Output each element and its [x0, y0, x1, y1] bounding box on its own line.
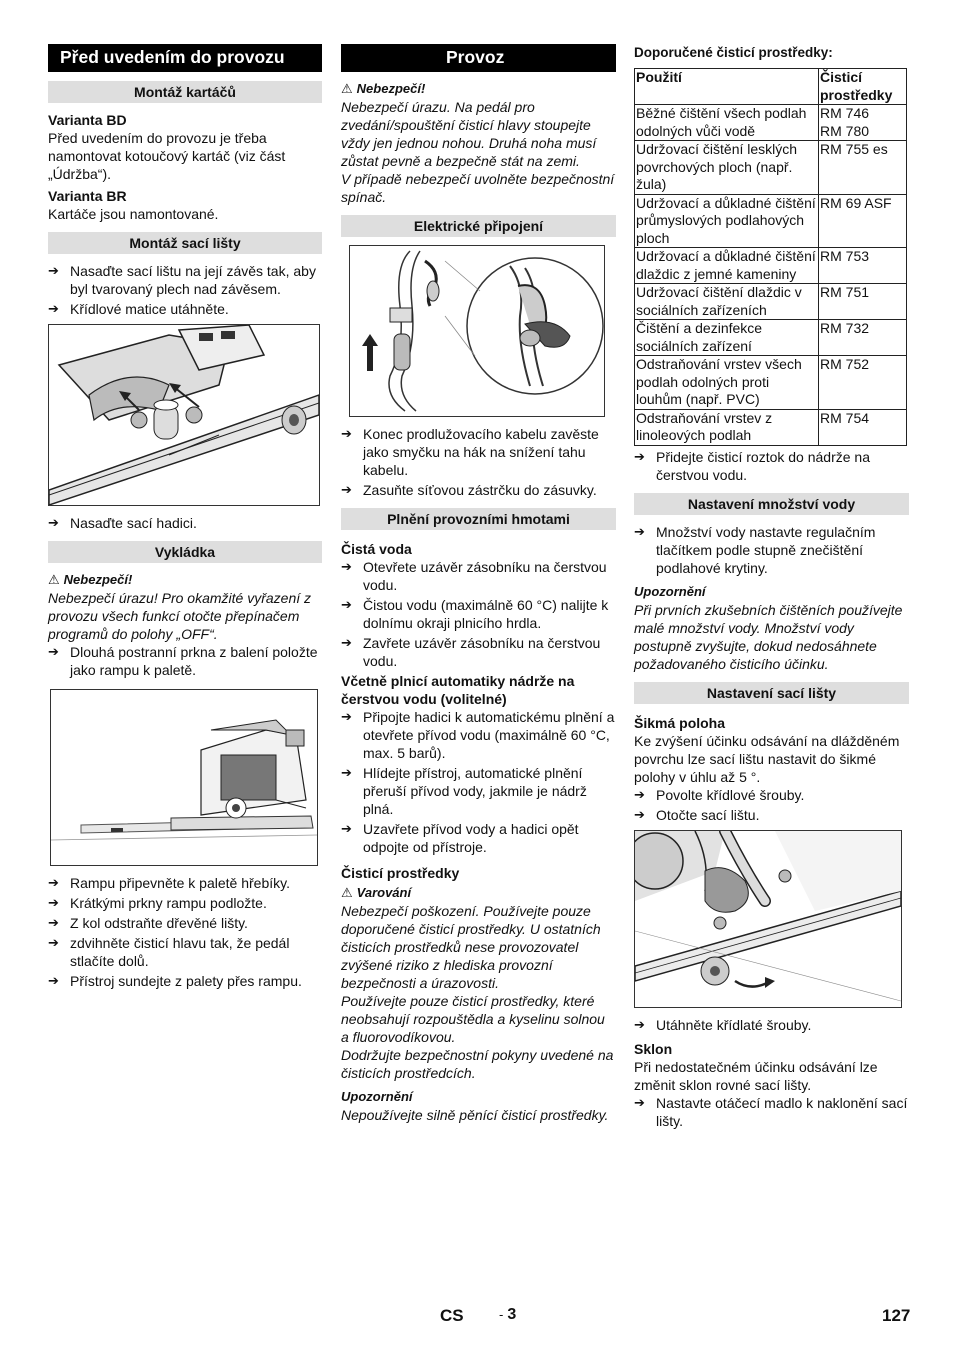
table-header-row — [635, 69, 907, 105]
slant-label: Šikmá poloha — [634, 714, 726, 731]
step-item: ➔ Konec prodlužovacího kabelu zavěste jako smyčku na hák na snížení tahu kabelu. — [341, 426, 599, 478]
subheader-electric-connection: Elektrické připojení — [341, 215, 616, 237]
step-item: ➔ Rampu připevněte k paletě hřebíky. — [48, 875, 290, 891]
figure-squeegee-mounting — [48, 324, 320, 506]
subheader-unloading: Vykládka — [48, 541, 322, 563]
squeegee-steps — [48, 262, 322, 318]
arrow-right-icon: ➔ — [48, 915, 59, 930]
column-3 — [634, 44, 909, 1132]
table-row: Běžné čištění všech podlah odolných vůči vodě RM 746 RM 780 — [635, 105, 907, 141]
step-item: ➔ Hlídejte přístroj, automatické plnění přeruší přívod vody, jakmile je nádrž plná. — [341, 765, 587, 817]
tilt-label: Sklon — [634, 1040, 673, 1057]
section-title-before-operation: Před uvedením do provozu — [48, 44, 322, 72]
cleaning-agents-table — [634, 68, 907, 446]
arrow-right-icon: ➔ — [341, 559, 352, 574]
slant-text: Ke zvýšení účinku odsávání na dlážděném povrchu lze sací lištu nastavit do šikmé polohy v úhlu až 5 °. — [634, 732, 900, 785]
electric-steps — [341, 425, 616, 499]
warning-text-3: Dodržujte bezpečnostní pokyny uvedené na čisticích prostředcích. — [341, 1047, 614, 1081]
note-text: Při prvních zkušebních čištěních používejte malé množství vody. Množství vody postupně zvyšujte, dokud nedosáhnete požadovaného čisticího účinku. — [634, 601, 903, 672]
arrow-right-icon: ➔ — [341, 635, 352, 650]
step-item: ➔ Otočte sací lištu. — [634, 806, 760, 823]
danger-label: ⚠ Nebezpečí! — [341, 81, 426, 96]
warning-triangle-icon: ⚠ — [341, 885, 353, 900]
danger-label: ⚠ Nebezpečí! — [48, 572, 133, 587]
arrow-right-icon: ➔ — [48, 263, 59, 278]
step-item: ➔ Zavřete uzávěr zásobníku na čerstvou vodu. — [341, 635, 601, 669]
note-label: Upozornění — [341, 1089, 413, 1104]
unload-steps — [48, 874, 322, 990]
table-row: Udržovací čištění dlaždic v sociálních zařízeních RM 751 — [635, 284, 907, 320]
subheader-squeegee-adjust: Nastavení sací lišty — [634, 682, 909, 704]
slant-steps — [634, 786, 909, 824]
arrow-right-icon: ➔ — [48, 895, 59, 910]
squeegee-after-steps — [48, 514, 322, 532]
arrow-right-icon: ➔ — [341, 821, 352, 836]
step-item: ➔ Zasuňte síťovou zástrčku do zásuvky. — [341, 482, 597, 498]
tilt-text: Při nedostatečném účinku odsávání lze změnit sklon rovné sací lišty. — [634, 1058, 878, 1093]
table-after-steps — [634, 448, 909, 484]
table-row: Udržovací čištění lesklých povrchových ploch (např. žula) RM 755 es — [635, 141, 907, 195]
step-item: ➔ Utáhněte křídlaté šrouby. — [634, 1016, 812, 1033]
tilt-steps — [634, 1094, 909, 1130]
table-row: Odstraňování vrstev z linoleových podlah RM 754 — [635, 409, 907, 445]
recommended-agents-title: Doporučené čisticí prostředky: — [634, 45, 833, 60]
step-item: ➔ zdvihněte čisticí hlavu tak, že pedál stlačíte dolů. — [48, 935, 290, 969]
step-item: ➔ Z kol odstraňte dřevěné lišty. — [48, 915, 248, 931]
note-text: Nepoužívejte silně pěnící čisticí prostředky. — [341, 1107, 609, 1123]
step-item: ➔ Otevřete uzávěr zásobníku na čerstvou vodu. — [341, 559, 607, 593]
subheader-squeegee-mounting: Montáž sací lišty — [48, 232, 322, 254]
arrow-right-icon: ➔ — [634, 523, 645, 539]
subheader-filling: Plnění provozními hmotami — [341, 508, 616, 530]
step-item: ➔ Uzavřete přívod vody a hadici opět odpojte od přístroje. — [341, 821, 579, 855]
arrow-right-icon: ➔ — [634, 1016, 645, 1032]
column-header-use: Použití — [635, 69, 819, 105]
note-label: Upozornění — [634, 583, 706, 599]
footer-language-code: CS — [440, 1306, 464, 1325]
step-item: ➔ Křídlové matice utáhněte. — [48, 301, 229, 317]
danger-text: Nebezpečí úrazu. Na pedál pro zvedání/spouštění čisticí hlavy stoupejte vždy jen jednou nohou. Druhá noha musí zůstat pevně a bezpečně stát na zemi. — [341, 99, 597, 169]
arrow-right-icon: ➔ — [341, 709, 352, 724]
auto-fill-steps — [341, 708, 616, 856]
variant-br-text: Kartáče jsou namontované. — [48, 206, 219, 222]
column-1 — [48, 44, 322, 992]
step-item: ➔ Dlouhá postranní prkna z balení položte jako rampu k paletě. — [48, 644, 318, 678]
warning-text-1: Nebezpečí poškození. Používejte pouze doporučené čisticí prostředky. U ostatních čisticích prostředků nese provozovatel zvýšené riziko z hlediska provozní bezpečnosti a úrazovosti. — [341, 903, 601, 991]
step-item: ➔ Nasaďte sací lištu na její závěs tak, aby byl tvarovaný plech nad závěsem. — [48, 263, 316, 297]
step-item: ➔ Čistou vodu (maximálně 60 °C) nalijte k dolnímu okraji plnicího hrdla. — [341, 597, 609, 631]
cleaning-agents-label: Čisticí prostředky — [341, 865, 460, 881]
danger-text-2: V případě nebezpečí uvolněte bezpečnostní spínač. — [341, 171, 615, 205]
arrow-right-icon: ➔ — [634, 448, 645, 464]
water-steps — [634, 523, 909, 577]
fresh-water-steps — [341, 558, 616, 670]
arrow-right-icon: ➔ — [48, 875, 59, 890]
arrow-right-icon: ➔ — [48, 935, 59, 950]
auto-fill-label: Včetně plnicí automatiky nádrže na čerstvou vodu (volitelné) — [341, 673, 575, 707]
arrow-right-icon: ➔ — [341, 765, 352, 780]
arrow-right-icon: ➔ — [341, 482, 352, 497]
column-2 — [341, 44, 616, 1124]
table-row: Čištění a dezinfekce sociálních zařízení RM 732 — [635, 320, 907, 356]
step-item: ➔ Krátkými prkny rampu podložte. — [48, 895, 267, 911]
arrow-right-icon: ➔ — [634, 1094, 645, 1110]
variant-br-label: Varianta BR — [48, 188, 127, 204]
unload-step-1 — [48, 643, 322, 679]
variant-bd-label: Varianta BD — [48, 112, 127, 128]
column-header-agent: Čisticí prostředky — [819, 69, 907, 105]
footer-page-number: 127 — [882, 1306, 911, 1325]
table-row: Udržovací a důkladné čištění dlaždic z jemné kameniny RM 753 — [635, 248, 907, 284]
warning-label: ⚠ Varování — [341, 885, 412, 900]
step-item: ➔ Připojte hadici k automatickému plnění a otevřete přívod vodu (maximálně 60 °C, max. 5 barů). — [341, 709, 615, 761]
step-item: ➔ Přidejte čisticí roztok do nádrže na čerstvou vodu. — [634, 448, 870, 483]
warning-triangle-icon: ⚠ — [48, 572, 60, 587]
step-item: ➔ Povolte křídlové šrouby. — [634, 786, 805, 803]
warning-text-2: Používejte pouze čisticí prostředky, které neobsahují rozpouštědla a kyselinu solnou a fluorovodíkovou. — [341, 993, 605, 1045]
figure-cable-hook — [349, 245, 605, 417]
variant-bd-text: Před uvedením do provozu je třeba namontovat kotoučový kartáč (viz část „Údržba“). — [48, 130, 286, 182]
step-item: ➔ Nastavte otáčecí madlo k naklonění sací lišty. — [634, 1094, 908, 1129]
arrow-right-icon: ➔ — [48, 644, 59, 659]
arrow-right-icon: ➔ — [48, 973, 59, 988]
figure-squeegee-slant — [634, 830, 902, 1008]
subheader-brush-mounting: Montáž kartáčů — [48, 81, 322, 103]
arrow-right-icon: ➔ — [48, 515, 59, 530]
figure-unloading-ramp — [50, 689, 318, 866]
slant-after-steps — [634, 1016, 909, 1034]
step-item: ➔ Přístroj sundejte z palety přes rampu. — [48, 973, 302, 989]
arrow-right-icon: ➔ — [634, 806, 645, 822]
table-row: Odstraňování vrstev všech podlah odolných proti louhům (např. PVC) RM 752 — [635, 356, 907, 410]
subheader-water-amount: Nastavení množství vody — [634, 493, 909, 515]
footer-section-page: - 3 — [499, 1306, 517, 1323]
step-item: ➔ Množství vody nastavte regulačním tlačítkem podle stupně znečištění podlahové krytiny. — [634, 523, 876, 576]
warning-triangle-icon: ⚠ — [341, 81, 353, 96]
table-row: Udržovací a důkladné čištění průmyslových podlahových ploch RM 69 ASF — [635, 194, 907, 248]
fresh-water-label: Čistá voda — [341, 541, 412, 557]
section-title-operation: Provoz — [341, 44, 616, 72]
arrow-right-icon: ➔ — [634, 786, 645, 802]
step-item: ➔ Nasaďte sací hadici. — [48, 515, 197, 531]
danger-text: Nebezpečí úrazu! Pro okamžité vyřazení z provozu všech funkcí otočte přepínačem programů do polohy „OFF“. — [48, 590, 312, 642]
arrow-right-icon: ➔ — [48, 301, 59, 316]
arrow-right-icon: ➔ — [341, 426, 352, 441]
arrow-right-icon: ➔ — [341, 597, 352, 612]
